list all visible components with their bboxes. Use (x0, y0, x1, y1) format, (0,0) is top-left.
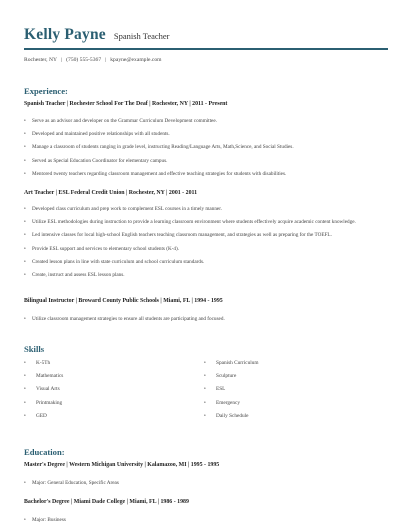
experience-heading: Experience: (24, 86, 68, 96)
job-bullets (24, 316, 388, 323)
header (24, 26, 170, 44)
skill-item: • Sculpture (204, 373, 384, 380)
list-item: • Developed and maintained positive relationships with all students. (24, 131, 388, 138)
job-title-line: Bilingual Instructor | Broward County Public Schools | Miami, FL | 1994 - 1995 (24, 298, 223, 304)
skills-heading: Skills (24, 344, 45, 354)
skill-item: • Mathematics (24, 373, 204, 380)
list-item: • Major: Business (24, 517, 388, 524)
phone: (750) 555-5367 (66, 57, 102, 63)
skill-item: • Emergency (204, 400, 384, 407)
candidate-name: Kelly Payne (24, 26, 106, 43)
skill-item: • Daily Schedule (204, 413, 384, 420)
list-item: • Utilize ESL methodologies during instruction to provide a learning classroom environment where students effectively acquire academic content knowledge. (24, 219, 388, 226)
skill-item: • Spanish Curriculum (204, 360, 384, 367)
skills-list (24, 360, 388, 420)
list-item: • Manage a classroom of students ranging in grade level, instructing Reading/Language Arts, Math,Science, and Social Studies. (24, 144, 388, 151)
list-item: • Led intensive classes for local high-school English teachers teaching classroom management, and strategies as well as preparing for the TOEFL. (24, 232, 388, 239)
separator: | (105, 57, 107, 63)
list-item: • Developed class curriculum and prep work to complement ESL courses in a timely manner. (24, 206, 388, 213)
list-item: • Major: General Education, Specific Areas (24, 480, 388, 487)
list-item: • Serve as an advisor and developer on the Grammar Curriculum Development committee. (24, 118, 388, 125)
list-item: • Utilize classroom management strategies to ensure all students are participating and focused. (24, 316, 388, 323)
separator: | (61, 57, 63, 63)
degree-title-line: Bachelor's Degree | Miami Dade College | Miami, FL | 1986 - 1989 (24, 499, 189, 505)
skill-item: • K-5Th (24, 360, 204, 367)
degree-bullets (24, 480, 388, 487)
skill-item: • ESL (204, 386, 384, 393)
location: Rochester, NY (24, 57, 58, 63)
job-title-line: Spanish Teacher | Rochester School For The Deaf | Rochester, NY | 2011 - Present (24, 101, 228, 107)
email: kpayne@example.com (110, 57, 162, 63)
skill-item: • Printmaking (24, 400, 204, 407)
list-item: • Create, instruct and assess ESL lesson plans. (24, 272, 388, 279)
degree-title-line: Master's Degree | Western Michigan University | Kalamazoo, MI | 1995 - 1995 (24, 462, 220, 468)
job-title: Spanish Teacher (113, 31, 170, 41)
list-item: • Provide ESL support and services to elementary school students (K-4). (24, 246, 388, 253)
job-bullets (24, 118, 388, 178)
skill-item: • GED (24, 413, 204, 420)
skill-item: • Visual Arts (24, 386, 204, 393)
job-title-line: Art Teacher | ESL Federal Credit Union | Rochester, NY | 2001 - 2011 (24, 190, 198, 196)
education-heading: Education: (24, 447, 65, 457)
degree-bullets (24, 517, 388, 524)
header-divider (24, 48, 388, 50)
list-item: • Served as Special Education Coordinator for elementary campus. (24, 158, 388, 165)
job-bullets (24, 206, 388, 279)
list-item: • Created lesson plans in line with state curriculum and school curriculum standards. (24, 259, 388, 266)
contact-line (24, 57, 162, 63)
list-item: • Mentored twenty teachers regarding classroom management and effective teaching strategies for students with disabilities. (24, 171, 388, 178)
